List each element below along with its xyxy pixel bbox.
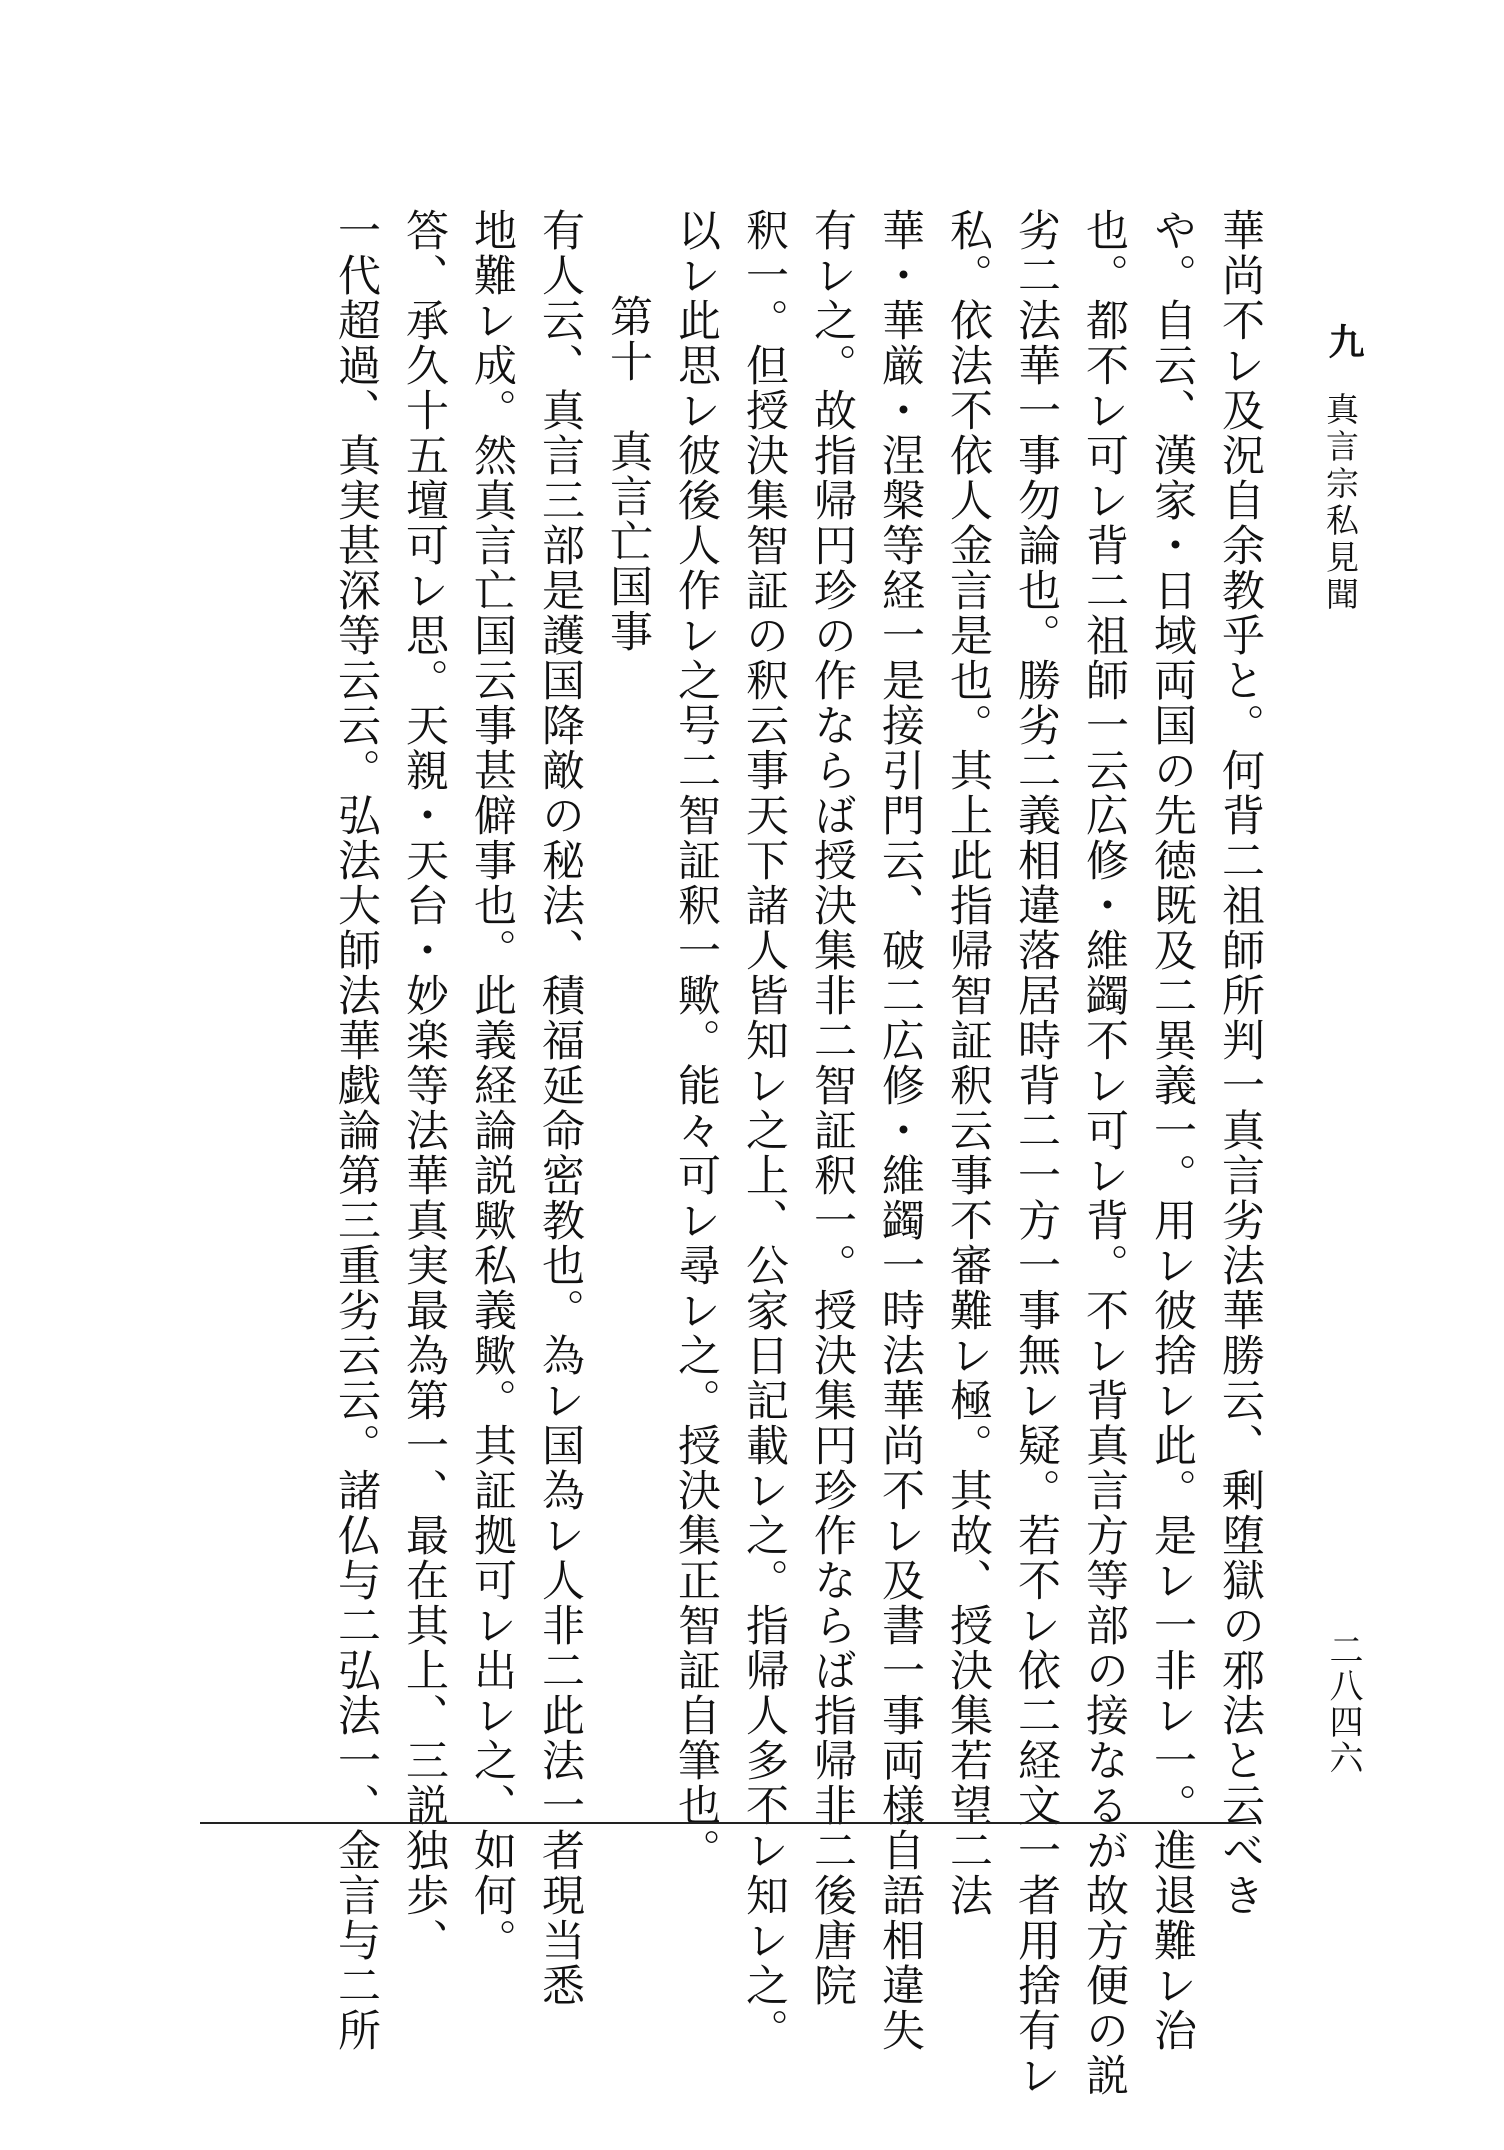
text-line-14: 一代超過、真実甚深等云云。弘法大師法華戯論第三重劣云云。諸仏与二弘法一、金言与二所 [331,208,381,2053]
footer-rule [200,1822,1256,1824]
body-text [234,208,1274,2098]
section-heading: 第十 真言亡国事 [603,294,653,654]
text-line-1: 華尚不レ及況自余教乎と。何背二祖師所判一真言劣法華勝云、剰堕獄の邪法と云べき [1215,208,1265,1918]
volume-number: 九 [1323,323,1365,359]
text-line-12: 地難レ成。然真言亡国云事甚僻事也。此義経論説歟私義歟。其証拠可レ出レ之、如何。 [467,208,517,1963]
page-number: 二八四六 [1323,1632,1363,1776]
text-line-3: 也。都不レ可レ背二祖師一云広修・維蠲不レ可レ背。不レ背真言方等部の接なるが故方便の説 [1079,208,1129,2098]
text-line-13: 答、承久十五壇可レ思。天親・天台・妙楽等法華真実最為第一、最在其上、三説独歩、 [399,208,449,1963]
text-line-2: や。自云、漢家・日域両国の先徳既及二異義一。用レ彼捨レ此。是レ一非レ一。進退難レ治 [1147,208,1197,2053]
text-line-7: 有レ之。故指帰円珍の作ならば授決集非二智証釈一。授決集円珍作ならば指帰非二後唐院 [807,208,857,2008]
text-line-4: 劣二法華一事勿論也。勝劣二義相違落居時背二一方一事無レ疑。若不レ依二経文一者用捨有レ [1011,208,1061,2098]
running-title: 真言宗私見聞 [1321,392,1360,614]
text-line-5: 私。依法不依人金言是也。其上此指帰智証釈云事不審難レ極。其故、授決集若望二法 [943,208,993,1918]
text-line-8: 釈一。但授決集智証の釈云事天下諸人皆知レ之上、公家日記載レ之。指帰人多不レ知レ之。 [739,208,789,2053]
text-line-6: 華・華厳・涅槃等経一是接引門云、破二広修・維蠲一時法華尚不レ及書一事両様自語相違失 [875,208,925,2053]
text-line-11: 有人云、真言三部是護国降敵の秘法、積福延命密教也。為レ国為レ人非二此法一者現当悉 [535,208,585,2008]
text-line-9: 以レ此思レ彼後人作レ之号二智証釈一歟。能々可レ尋レ之。授決集正智証自筆也。 [671,208,721,1873]
